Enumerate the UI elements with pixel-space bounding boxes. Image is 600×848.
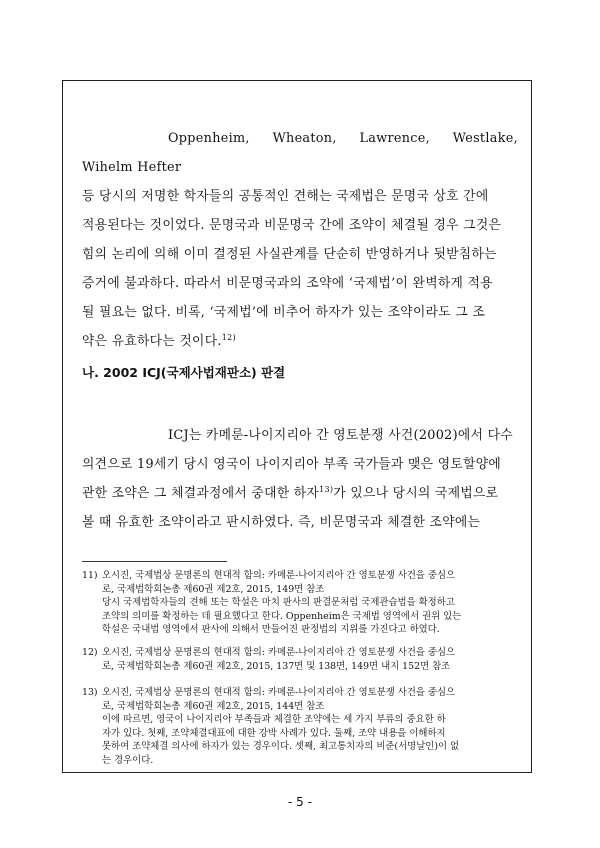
footnote-13-line-3: 이에 따르면, 영국이 나이지리아 부족들과 체결한 조약에는 세 가지 부류의 중요한 하 [102, 714, 446, 726]
p2-line-2: 의견으로 19세기 당시 영국이 나이지리아 부족 국가들과 맺은 영토할양에 [82, 457, 502, 472]
p1-line-3: 적용된다는 것이었다. 문명국과 비문명국 간에 조약이 체결될 경우 그것은 [82, 218, 502, 233]
footnote-11 [82, 569, 522, 637]
footnote-13-number: 13) [82, 687, 98, 698]
footnote-13 [82, 686, 522, 768]
p1-line-7 [82, 327, 518, 356]
p2-line-3a: 관한 조약은 그 체결과정에서 중대한 하자 [82, 486, 320, 501]
paragraph-1 [82, 124, 518, 356]
p1-line-2: 등 당시의 저명한 학자들의 공통적인 견해는 국제법은 문명국 상호 간에 [82, 189, 489, 204]
section-heading-block [82, 363, 518, 381]
p1-line-6: 될 필요는 없다. 비록, ‘국제법’에 비추어 하자가 있는 조약이라도 그 조 [82, 305, 486, 320]
page-number: - 5 - [288, 795, 312, 809]
p1-line-7-text: 약은 유효하다는 것이다. [82, 334, 222, 349]
p2-line-3b: 가 있으나 당시의 국제법으로 [333, 486, 499, 501]
footnote-13-line-5: 못하여 조약체결 의사에 하자가 있는 경우이다. 셋째, 최고통치자의 비준(서명날인)이 없 [102, 741, 460, 753]
footnote-12-line-2: 로, 국제법학회논총 제60권 제2호, 2015, 137면 및 138면, 149면 내지 152면 참조 [102, 660, 451, 672]
footnote-13-line-1: 오시진, 국제법상 문명론의 현대적 함의: 카메룬-나이지리아 간 영토분쟁 사건을 중심으 [102, 687, 456, 698]
footnote-11-line-4: 조약의 의미를 확정하는 데 필요했다고 한다. Oppenheim은 국제법 영역에서 권위 있는 [102, 610, 462, 622]
footnote-ref-12[interactable]: 12) [221, 333, 236, 342]
footnote-11-line-2: 로, 국제법학회논총 제60권 제2호, 2015, 149면 참조 [102, 583, 325, 595]
p1-line-1: Oppenheim, Wheaton, Lawrence, Westlake, Wihelm Hefter [82, 131, 518, 175]
p2-line-4: 볼 때 유효한 조약이라고 판시하였다. 즉, 비문명국과 체결한 조약에는 [82, 515, 481, 530]
footnote-12-line-1: 오시진, 국제법상 문명론의 현대적 함의: 카메룬-나이지리아 간 영토분쟁 사건을 중심으 [102, 647, 456, 658]
footnote-11-line-5: 학설은 국내법 영역에서 판사에 의해서 만들어진 판정법의 지위를 가진다고 하였다. [102, 624, 440, 636]
p2-line-3 [82, 479, 518, 508]
footnote-11-line-3: 당시 국제법학자들의 견해 또는 학설은 마치 판사의 판결문처럼 국제관습법을 확정하고 [102, 597, 455, 609]
footnote-divider [82, 561, 227, 562]
section-heading: 나. 2002 ICJ(국제사법재판소) 판결 [82, 365, 286, 380]
p2-line-1: ICJ는 카메룬-나이지리아 간 영토분쟁 사건(2002)에서 다수 [168, 428, 513, 443]
footnote-13-line-6: 는 경우이다. [102, 754, 154, 766]
footnote-12-number: 12) [82, 647, 98, 658]
footnote-12 [82, 646, 522, 673]
footnote-ref-13[interactable]: 13) [319, 485, 334, 494]
p1-line-4: 힘의 논리에 의해 이미 결정된 사실관계를 단순히 반영하거나 뒷받침하는 [82, 247, 497, 262]
p1-line-5: 증거에 불과하다. 따라서 비문명국과의 조약에 ‘국제법’이 완벽하게 적용 [82, 276, 493, 291]
footnote-13-line-4: 자가 있다. 첫째, 조약체결대표에 대한 강박 사례가 있다. 둘째, 조약 내용을 이해하지 [102, 727, 446, 739]
footnote-11-line-1: 오시진, 국제법상 문명론의 현대적 함의: 카메룬-나이지리아 간 영토분쟁 사건을 중심으 [102, 570, 456, 581]
footnote-11-number: 11) [82, 570, 98, 581]
footnote-13-line-2: 로, 국제법학회논총 제60권 제2호, 2015, 144면 참조 [102, 700, 325, 712]
paragraph-2 [82, 421, 518, 537]
